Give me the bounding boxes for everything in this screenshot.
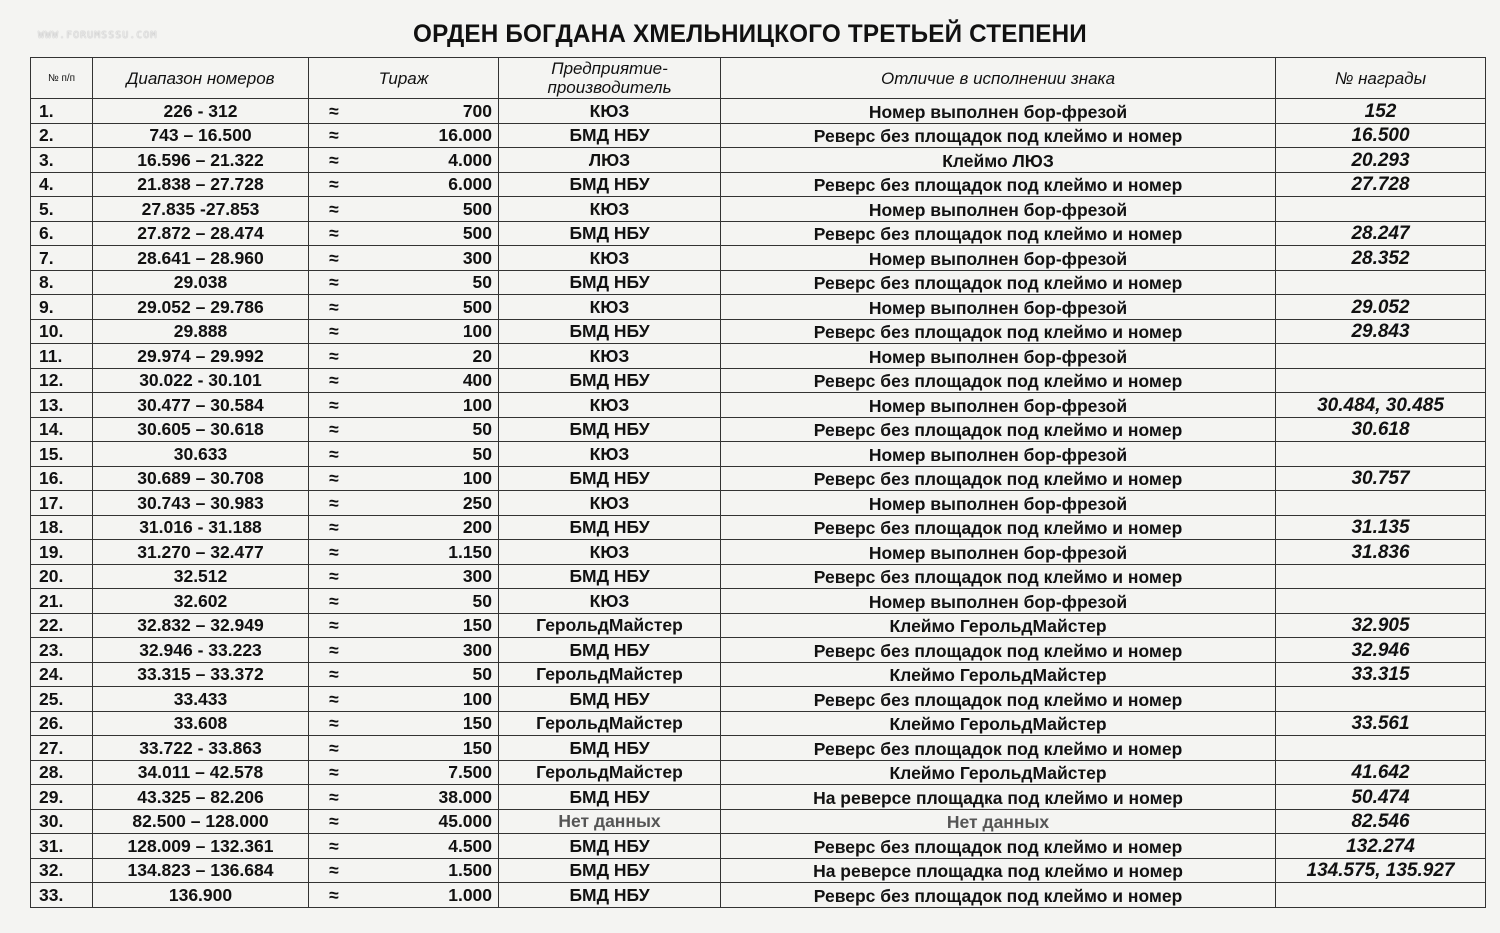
table-row	[31, 736, 1486, 761]
difference-description: На реверсе площадка под клеймо и номер	[721, 858, 1276, 883]
approx-sign: ≈	[309, 564, 359, 589]
number-range: 29.888	[93, 319, 309, 344]
row-number: 6.	[31, 221, 93, 246]
producer: КЮЗ	[499, 344, 721, 369]
producer: БМД НБУ	[499, 515, 721, 540]
circulation-value: 300	[359, 638, 499, 663]
approx-sign: ≈	[309, 809, 359, 834]
award-number: 33.561	[1276, 711, 1486, 736]
award-number	[1276, 270, 1486, 295]
producer: БМД НБУ	[499, 319, 721, 344]
approx-sign: ≈	[309, 491, 359, 516]
table-row	[31, 858, 1486, 883]
approx-sign: ≈	[309, 417, 359, 442]
approx-sign: ≈	[309, 197, 359, 222]
producer: БМД НБУ	[499, 785, 721, 810]
row-number: 29.	[31, 785, 93, 810]
producer: БМД НБУ	[499, 270, 721, 295]
number-range: 33.722 - 33.863	[93, 736, 309, 761]
row-number: 31.	[31, 834, 93, 859]
table-row	[31, 589, 1486, 614]
row-number: 28.	[31, 760, 93, 785]
approx-sign: ≈	[309, 540, 359, 565]
page-title: ОРДЕН БОГДАНА ХМЕЛЬНИЦКОГО ТРЕТЬЕЙ СТЕПЕНИ	[413, 20, 1087, 48]
approx-sign: ≈	[309, 246, 359, 271]
table-row	[31, 809, 1486, 834]
row-number: 17.	[31, 491, 93, 516]
difference-description: Реверс без площадок под клеймо и номер	[721, 466, 1276, 491]
circulation-value: 1.000	[359, 883, 499, 908]
producer: Нет данных	[499, 809, 721, 834]
award-number: 27.728	[1276, 172, 1486, 197]
difference-description: Номер выполнен бор-фрезой	[721, 393, 1276, 418]
table-row	[31, 172, 1486, 197]
approx-sign: ≈	[309, 295, 359, 320]
producer: ГерольдМайстер	[499, 613, 721, 638]
row-number: 12.	[31, 368, 93, 393]
circulation-value: 50	[359, 417, 499, 442]
circulation-value: 100	[359, 466, 499, 491]
row-number: 5.	[31, 197, 93, 222]
table-row	[31, 123, 1486, 148]
table-row	[31, 785, 1486, 810]
table-row	[31, 148, 1486, 173]
approx-sign: ≈	[309, 515, 359, 540]
table-row	[31, 883, 1486, 908]
number-range: 30.477 – 30.584	[93, 393, 309, 418]
row-number: 15.	[31, 442, 93, 467]
award-number: 50.474	[1276, 785, 1486, 810]
producer: БМД НБУ	[499, 123, 721, 148]
award-number: 30.618	[1276, 417, 1486, 442]
number-range: 29.038	[93, 270, 309, 295]
difference-description: Клеймо ГерольдМайстер	[721, 662, 1276, 687]
award-number	[1276, 736, 1486, 761]
header-difference: Отличие в исполнении знака	[721, 58, 1276, 99]
producer: ЛЮЗ	[499, 148, 721, 173]
table-row	[31, 466, 1486, 491]
difference-description: Реверс без площадок под клеймо и номер	[721, 221, 1276, 246]
table-row	[31, 638, 1486, 663]
award-number: 132.274	[1276, 834, 1486, 859]
number-range: 128.009 – 132.361	[93, 834, 309, 859]
approx-sign: ≈	[309, 858, 359, 883]
number-range: 32.512	[93, 564, 309, 589]
producer: КЮЗ	[499, 589, 721, 614]
row-number: 30.	[31, 809, 93, 834]
table-row	[31, 99, 1486, 124]
circulation-value: 50	[359, 662, 499, 687]
number-range: 136.900	[93, 883, 309, 908]
difference-description: Реверс без площадок под клеймо и номер	[721, 270, 1276, 295]
award-number	[1276, 197, 1486, 222]
award-number: 32.946	[1276, 638, 1486, 663]
producer: БМД НБУ	[499, 172, 721, 197]
award-number	[1276, 491, 1486, 516]
row-number: 10.	[31, 319, 93, 344]
awards-table	[30, 57, 1486, 908]
row-number: 14.	[31, 417, 93, 442]
circulation-value: 38.000	[359, 785, 499, 810]
approx-sign: ≈	[309, 172, 359, 197]
circulation-value: 150	[359, 613, 499, 638]
approx-sign: ≈	[309, 442, 359, 467]
producer: БМД НБУ	[499, 417, 721, 442]
table-row	[31, 295, 1486, 320]
table-row	[31, 711, 1486, 736]
producer: КЮЗ	[499, 197, 721, 222]
number-range: 29.974 – 29.992	[93, 344, 309, 369]
circulation-value: 100	[359, 687, 499, 712]
number-range: 33.433	[93, 687, 309, 712]
award-number: 28.247	[1276, 221, 1486, 246]
table-row	[31, 368, 1486, 393]
difference-description: Номер выполнен бор-фрезой	[721, 246, 1276, 271]
table-row	[31, 564, 1486, 589]
producer: КЮЗ	[499, 393, 721, 418]
approx-sign: ≈	[309, 736, 359, 761]
table-row	[31, 515, 1486, 540]
award-number: 29.052	[1276, 295, 1486, 320]
producer: КЮЗ	[499, 295, 721, 320]
circulation-value: 50	[359, 270, 499, 295]
row-number: 25.	[31, 687, 93, 712]
approx-sign: ≈	[309, 883, 359, 908]
table-row	[31, 197, 1486, 222]
award-number	[1276, 442, 1486, 467]
circulation-value: 400	[359, 368, 499, 393]
row-number: 32.	[31, 858, 93, 883]
difference-description: Реверс без площадок под клеймо и номер	[721, 368, 1276, 393]
circulation-value: 1.500	[359, 858, 499, 883]
difference-description: Реверс без площадок под клеймо и номер	[721, 638, 1276, 663]
approx-sign: ≈	[309, 99, 359, 124]
approx-sign: ≈	[309, 368, 359, 393]
number-range: 28.641 – 28.960	[93, 246, 309, 271]
award-number: 41.642	[1276, 760, 1486, 785]
row-number: 2.	[31, 123, 93, 148]
circulation-value: 500	[359, 221, 499, 246]
difference-description: Реверс без площадок под клеймо и номер	[721, 834, 1276, 859]
difference-description: Реверс без площадок под клеймо и номер	[721, 319, 1276, 344]
header-producer: Предприятие-производитель	[499, 58, 721, 99]
circulation-value: 50	[359, 442, 499, 467]
award-number: 31.135	[1276, 515, 1486, 540]
difference-description: Номер выполнен бор-фрезой	[721, 540, 1276, 565]
table-row	[31, 442, 1486, 467]
circulation-value: 700	[359, 99, 499, 124]
table-row	[31, 540, 1486, 565]
award-number: 20.293	[1276, 148, 1486, 173]
difference-description: Клеймо ГерольдМайстер	[721, 760, 1276, 785]
row-number: 27.	[31, 736, 93, 761]
award-number	[1276, 883, 1486, 908]
difference-description: Реверс без площадок под клеймо и номер	[721, 883, 1276, 908]
approx-sign: ≈	[309, 834, 359, 859]
difference-description: Номер выполнен бор-фрезой	[721, 589, 1276, 614]
producer: КЮЗ	[499, 442, 721, 467]
difference-description: На реверсе площадка под клеймо и номер	[721, 785, 1276, 810]
difference-description: Реверс без площадок под клеймо и номер	[721, 687, 1276, 712]
award-number: 30.484, 30.485	[1276, 393, 1486, 418]
watermark: WWW.FORUMSSSU.COM	[38, 30, 158, 41]
number-range: 32.832 – 32.949	[93, 613, 309, 638]
circulation-value: 4.000	[359, 148, 499, 173]
header-award-no: № награды	[1276, 58, 1486, 99]
producer: БМД НБУ	[499, 883, 721, 908]
producer: КЮЗ	[499, 246, 721, 271]
difference-description: Клеймо ЛЮЗ	[721, 148, 1276, 173]
row-number: 4.	[31, 172, 93, 197]
award-number: 82.546	[1276, 809, 1486, 834]
table-row	[31, 319, 1486, 344]
table-row	[31, 834, 1486, 859]
difference-description: Реверс без площадок под клеймо и номер	[721, 515, 1276, 540]
approx-sign: ≈	[309, 711, 359, 736]
difference-description: Номер выполнен бор-фрезой	[721, 197, 1276, 222]
producer: БМД НБУ	[499, 221, 721, 246]
row-number: 1.	[31, 99, 93, 124]
row-number: 7.	[31, 246, 93, 271]
circulation-value: 50	[359, 589, 499, 614]
producer: БМД НБУ	[499, 638, 721, 663]
number-range: 226 - 312	[93, 99, 309, 124]
row-number: 26.	[31, 711, 93, 736]
table-row	[31, 393, 1486, 418]
award-number	[1276, 564, 1486, 589]
approx-sign: ≈	[309, 662, 359, 687]
table-row	[31, 270, 1486, 295]
difference-description: Номер выполнен бор-фрезой	[721, 99, 1276, 124]
award-number: 134.575, 135.927	[1276, 858, 1486, 883]
circulation-value: 200	[359, 515, 499, 540]
award-number: 32.905	[1276, 613, 1486, 638]
approx-sign: ≈	[309, 687, 359, 712]
number-range: 30.689 – 30.708	[93, 466, 309, 491]
row-number: 20.	[31, 564, 93, 589]
circulation-value: 300	[359, 246, 499, 271]
award-number: 152	[1276, 99, 1486, 124]
row-number: 3.	[31, 148, 93, 173]
circulation-value: 7.500	[359, 760, 499, 785]
circulation-value: 6.000	[359, 172, 499, 197]
row-number: 19.	[31, 540, 93, 565]
circulation-value: 150	[359, 736, 499, 761]
producer: БМД НБУ	[499, 834, 721, 859]
header-circulation: Тираж	[309, 58, 499, 99]
table-row	[31, 221, 1486, 246]
header-num: № п/п	[31, 58, 93, 99]
table-row	[31, 344, 1486, 369]
award-number: 16.500	[1276, 123, 1486, 148]
approx-sign: ≈	[309, 760, 359, 785]
number-range: 30.022 - 30.101	[93, 368, 309, 393]
producer: БМД НБУ	[499, 687, 721, 712]
award-number	[1276, 589, 1486, 614]
producer: КЮЗ	[499, 491, 721, 516]
number-range: 32.946 - 33.223	[93, 638, 309, 663]
award-number: 31.836	[1276, 540, 1486, 565]
approx-sign: ≈	[309, 148, 359, 173]
producer: ГерольдМайстер	[499, 711, 721, 736]
approx-sign: ≈	[309, 638, 359, 663]
row-number: 22.	[31, 613, 93, 638]
award-number: 33.315	[1276, 662, 1486, 687]
approx-sign: ≈	[309, 393, 359, 418]
approx-sign: ≈	[309, 270, 359, 295]
circulation-value: 300	[359, 564, 499, 589]
number-range: 82.500 – 128.000	[93, 809, 309, 834]
approx-sign: ≈	[309, 589, 359, 614]
difference-description: Нет данных	[721, 809, 1276, 834]
row-number: 8.	[31, 270, 93, 295]
award-number	[1276, 368, 1486, 393]
difference-description: Номер выполнен бор-фрезой	[721, 344, 1276, 369]
difference-description: Реверс без площадок под клеймо и номер	[721, 417, 1276, 442]
row-number: 23.	[31, 638, 93, 663]
difference-description: Клеймо ГерольдМайстер	[721, 613, 1276, 638]
circulation-value: 20	[359, 344, 499, 369]
difference-description: Реверс без площадок под клеймо и номер	[721, 564, 1276, 589]
circulation-value: 4.500	[359, 834, 499, 859]
table-row	[31, 246, 1486, 271]
producer: ГерольдМайстер	[499, 662, 721, 687]
producer: КЮЗ	[499, 540, 721, 565]
circulation-value: 500	[359, 295, 499, 320]
producer: БМД НБУ	[499, 736, 721, 761]
table-row	[31, 613, 1486, 638]
header-range: Диапазон номеров	[93, 58, 309, 99]
row-number: 13.	[31, 393, 93, 418]
approx-sign: ≈	[309, 466, 359, 491]
number-range: 31.016 - 31.188	[93, 515, 309, 540]
number-range: 43.325 – 82.206	[93, 785, 309, 810]
approx-sign: ≈	[309, 319, 359, 344]
circulation-value: 500	[359, 197, 499, 222]
table-row	[31, 760, 1486, 785]
producer: ГерольдМайстер	[499, 760, 721, 785]
table-header-row	[31, 58, 1486, 99]
number-range: 29.052 – 29.786	[93, 295, 309, 320]
number-range: 31.270 – 32.477	[93, 540, 309, 565]
difference-description: Номер выполнен бор-фрезой	[721, 295, 1276, 320]
approx-sign: ≈	[309, 613, 359, 638]
number-range: 21.838 – 27.728	[93, 172, 309, 197]
number-range: 30.633	[93, 442, 309, 467]
row-number: 18.	[31, 515, 93, 540]
award-number: 30.757	[1276, 466, 1486, 491]
table-row	[31, 417, 1486, 442]
circulation-value: 45.000	[359, 809, 499, 834]
number-range: 34.011 – 42.578	[93, 760, 309, 785]
table-row	[31, 491, 1486, 516]
number-range: 33.608	[93, 711, 309, 736]
difference-description: Реверс без площадок под клеймо и номер	[721, 172, 1276, 197]
number-range: 32.602	[93, 589, 309, 614]
award-number: 28.352	[1276, 246, 1486, 271]
producer: БМД НБУ	[499, 466, 721, 491]
row-number: 11.	[31, 344, 93, 369]
row-number: 9.	[31, 295, 93, 320]
difference-description: Реверс без площадок под клеймо и номер	[721, 736, 1276, 761]
difference-description: Номер выполнен бор-фрезой	[721, 442, 1276, 467]
producer: БМД НБУ	[499, 564, 721, 589]
number-range: 27.835 -27.853	[93, 197, 309, 222]
difference-description: Клеймо ГерольдМайстер	[721, 711, 1276, 736]
approx-sign: ≈	[309, 221, 359, 246]
award-number	[1276, 687, 1486, 712]
number-range: 134.823 – 136.684	[93, 858, 309, 883]
difference-description: Номер выполнен бор-фрезой	[721, 491, 1276, 516]
producer: БМД НБУ	[499, 368, 721, 393]
number-range: 743 – 16.500	[93, 123, 309, 148]
circulation-value: 1.150	[359, 540, 499, 565]
number-range: 30.605 – 30.618	[93, 417, 309, 442]
table-row	[31, 662, 1486, 687]
number-range: 16.596 – 21.322	[93, 148, 309, 173]
producer: КЮЗ	[499, 99, 721, 124]
number-range: 30.743 – 30.983	[93, 491, 309, 516]
circulation-value: 100	[359, 319, 499, 344]
producer: БМД НБУ	[499, 858, 721, 883]
number-range: 27.872 – 28.474	[93, 221, 309, 246]
circulation-value: 16.000	[359, 123, 499, 148]
approx-sign: ≈	[309, 344, 359, 369]
row-number: 16.	[31, 466, 93, 491]
row-number: 21.	[31, 589, 93, 614]
award-number	[1276, 344, 1486, 369]
difference-description: Реверс без площадок под клеймо и номер	[721, 123, 1276, 148]
row-number: 33.	[31, 883, 93, 908]
table-row	[31, 687, 1486, 712]
award-number: 29.843	[1276, 319, 1486, 344]
circulation-value: 150	[359, 711, 499, 736]
number-range: 33.315 – 33.372	[93, 662, 309, 687]
circulation-value: 100	[359, 393, 499, 418]
approx-sign: ≈	[309, 123, 359, 148]
row-number: 24.	[31, 662, 93, 687]
approx-sign: ≈	[309, 785, 359, 810]
circulation-value: 250	[359, 491, 499, 516]
